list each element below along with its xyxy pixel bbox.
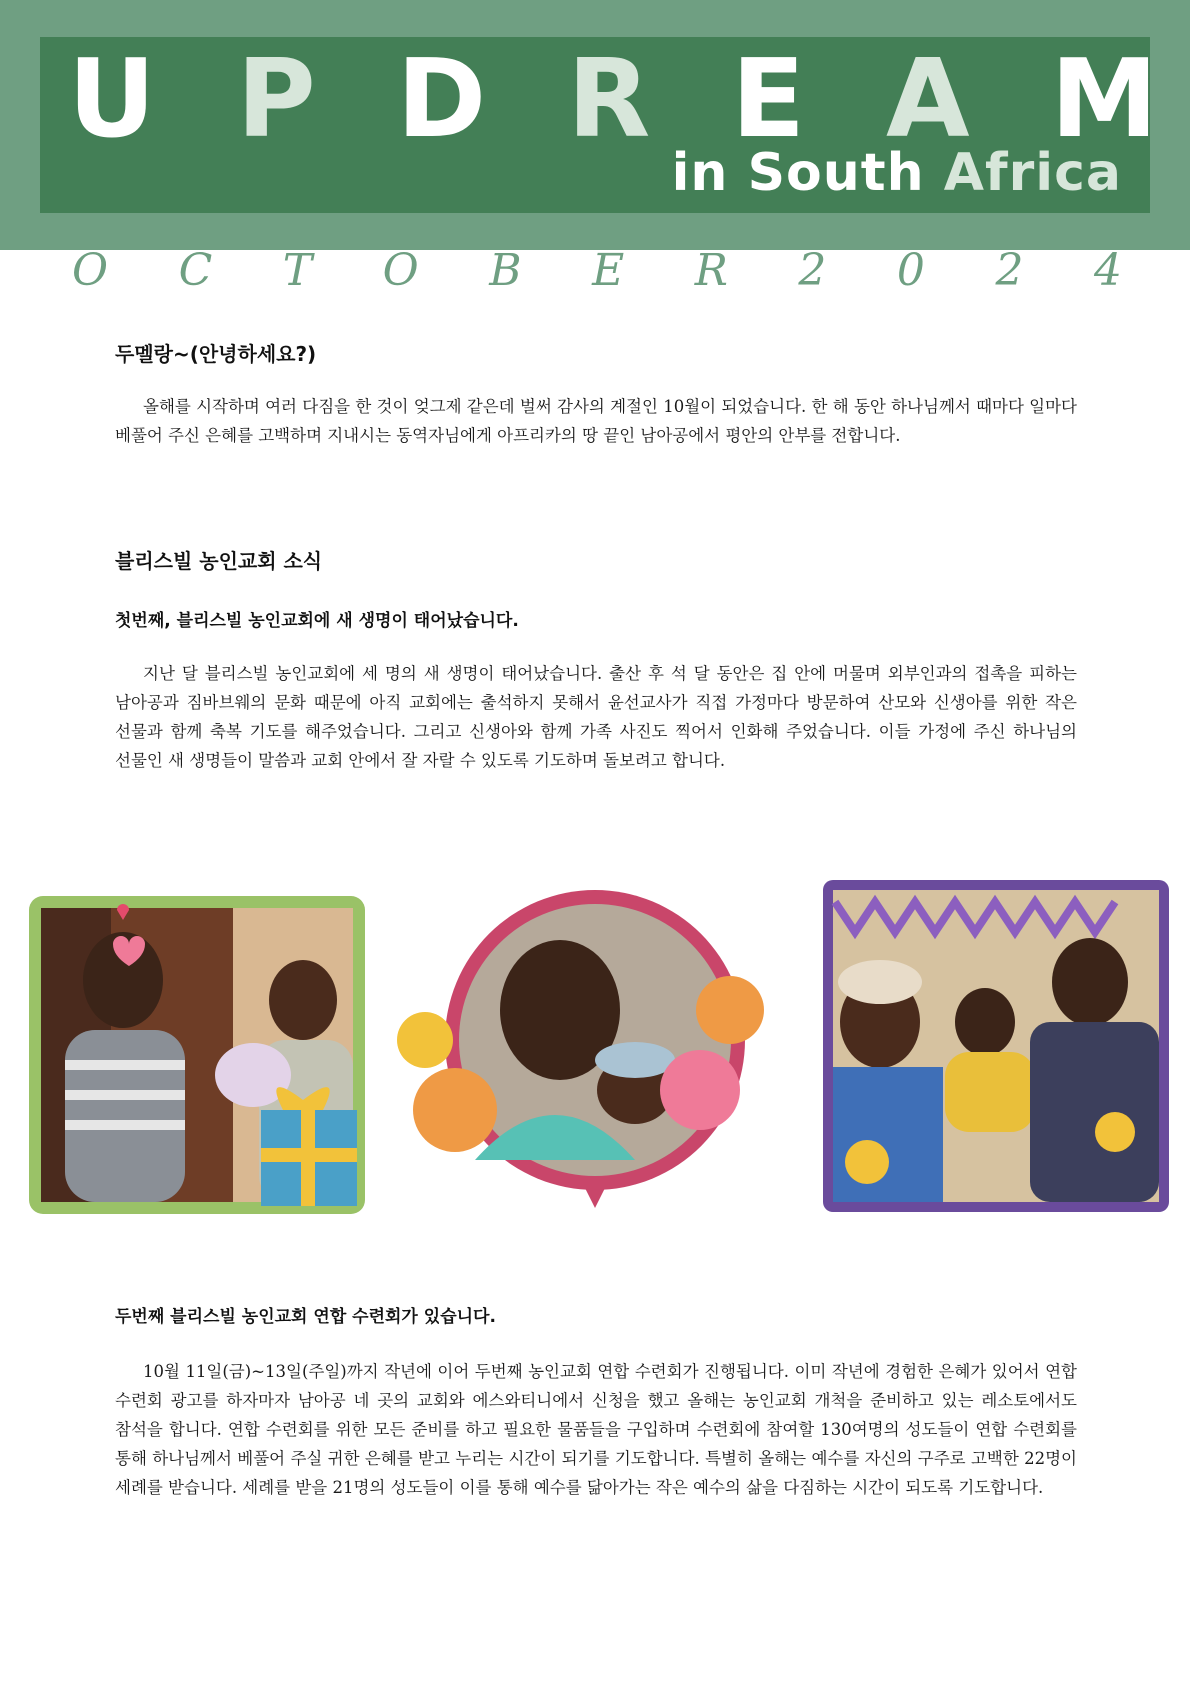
family-photo-3 — [815, 872, 1175, 1220]
greeting-heading: 두멜랑~(안녕하세요?) — [115, 342, 317, 366]
family-photo-1-image — [23, 880, 373, 1220]
subtitle-part: Africa — [924, 143, 1122, 203]
news-item-2 — [115, 1302, 1077, 1502]
month-letter: E — [592, 244, 625, 296]
greeting-paragraph: 올해를 시작하며 여러 다짐을 한 것이 엊그제 같은데 벌써 감사의 계절인 10월이 되었습니다. 한 해 동안 하나님께서 때마다 일마다 베풀어 주신 은혜를 고백하며 지내시는 동역자님에게 아프리카의 땅 끝인 남아공에서 평안의 안부를 전합니다. — [115, 397, 1077, 445]
news-item-1-paragraph: 지난 달 블리스빌 농인교회에 세 명의 새 생명이 태어났습니다. 출산 후 석 달 동안은 집 안에 머물며 외부인과의 접촉을 피하는 남아공과 짐바브웨의 문화 때문에 아직 교회에는 출석하지 못해서 윤선교사가 직접 가정마다 방문하여 산모와 신생아를 위한 작은 선물과 함께 축복 기도를 해주었습니다. 그리고 신생아와 함께 가족 사진도 찍어서 인화해 주었습니다. 이들 가정에 주신 하나님의 선물인 새 생명들이 말씀과 교회 안에서 잘 자랄 수 있도록 기도하며 돌보려고 합니다. — [115, 664, 1077, 770]
title-letter: U — [68, 36, 156, 162]
subtitle-part: South — [747, 143, 925, 203]
title-letter: M — [1050, 36, 1158, 162]
header-banner — [0, 0, 1190, 250]
news-item-2-paragraph: 10월 11일(금)~13일(주일)까지 작년에 이어 두번째 농인교회 연합 수련회가 진행됩니다. 이미 작년에 경험한 은혜가 있어서 연합 수련회 광고를 하자마자 남아공 네 곳의 교회와 에스와티니에서 신청을 했고 올해는 농인교회 개척을 준비하고 있는 레소토에서도 참석을 합니다. 연합 수련회를 위한 모든 준비를 하고 필요한 물품들을 구입하며 수련회에 참여할 130여명의 성도들이 연합 수련회를 통해 하나님께서 베풀어 주실 귀한 은혜를 받고 누리는 시간이 되기를 기도합니다. 특별히 올해는 예수를 자신의 구주로 고백한 22명이 세례를 받습니다. 세례를 받을 21명의 성도들이 이를 통해 예수를 닮아가는 작은 예수의 삶을 다짐하는 시간이 되도록 기도합니다. — [115, 1362, 1077, 1497]
issue-month — [72, 240, 1122, 300]
title-letter: R — [567, 36, 651, 162]
newsletter-subtitle — [672, 143, 1122, 203]
month-letter: C — [178, 244, 213, 296]
title-letter: D — [396, 36, 487, 162]
family-photo-3-image — [815, 872, 1175, 1220]
month-letter: B — [489, 244, 522, 296]
newsletter-title — [68, 36, 1158, 162]
news-item-1-title: 첫번째, 블리스빌 농인교회에 새 생명이 태어났습니다. — [115, 611, 519, 631]
month-letter: 4 — [1093, 244, 1122, 296]
month-letter: O — [382, 244, 419, 296]
month-letter: 2 — [995, 244, 1024, 296]
family-photo-2 — [395, 860, 795, 1240]
title-letter: A — [886, 36, 970, 162]
title-letter: E — [731, 36, 806, 162]
family-photo-2-image — [395, 860, 795, 1240]
header-inner-panel — [40, 36, 1158, 213]
month-letter: R — [694, 244, 728, 296]
family-photo-1 — [23, 880, 373, 1220]
month-letter: O — [72, 244, 109, 296]
church-news-section — [115, 545, 1077, 775]
title-letter: P — [236, 36, 316, 162]
month-letter: 2 — [798, 244, 827, 296]
month-letter: 0 — [896, 244, 925, 296]
subtitle-part: in — [671, 143, 748, 203]
greeting-section — [115, 338, 1077, 450]
photo-collage — [15, 860, 1175, 1240]
church-news-heading: 블리스빌 농인교회 소식 — [115, 549, 323, 573]
month-letter: T — [282, 244, 313, 296]
news-item-2-title: 두번째 블리스빌 농인교회 연합 수련회가 있습니다. — [115, 1307, 496, 1327]
